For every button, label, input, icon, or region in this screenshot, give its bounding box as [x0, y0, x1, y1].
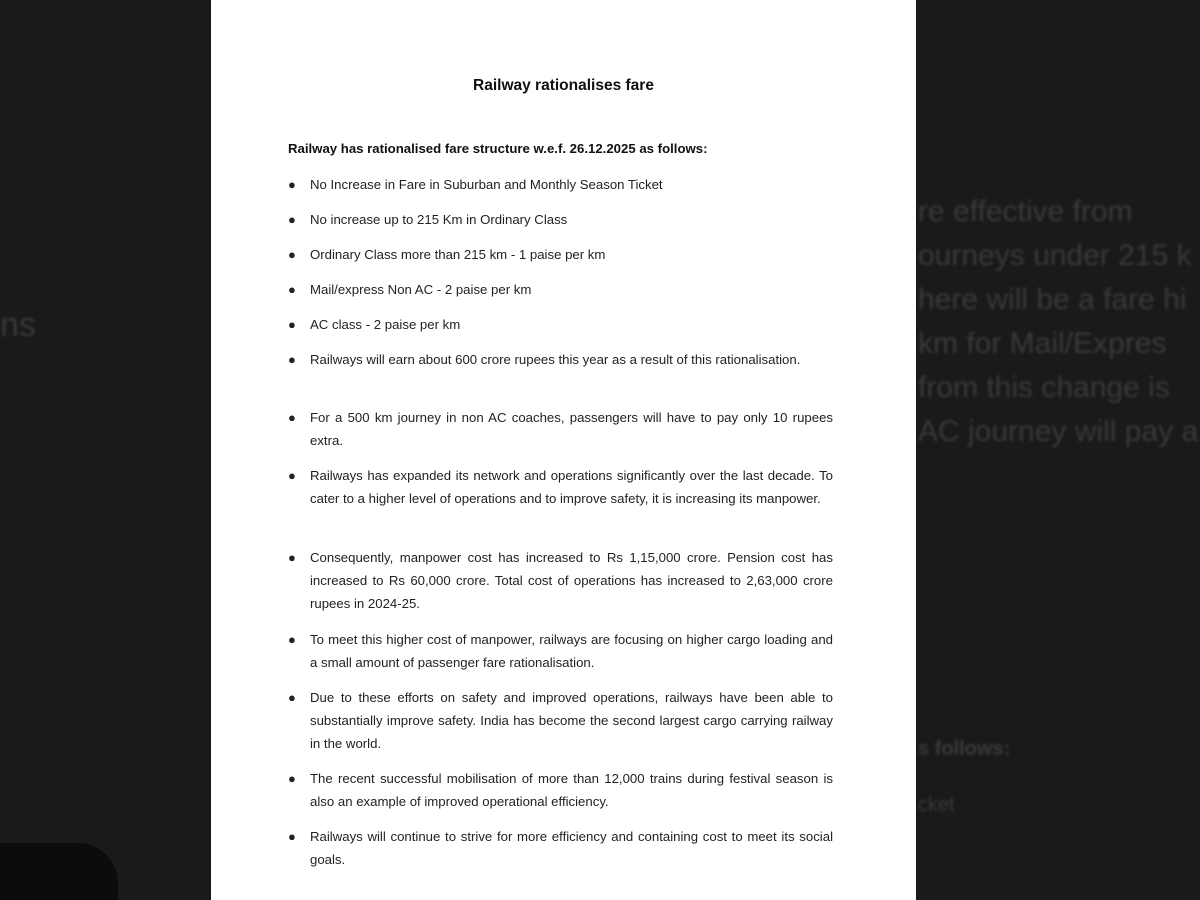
bullet-text: AC class - 2 paise per km	[310, 317, 461, 332]
background-text-left: ns	[0, 306, 36, 344]
bullet-text: Mail/express Non AC - 2 paise per km	[310, 282, 532, 297]
bullet-item	[288, 208, 833, 231]
bullet-text: The recent successful mobilisation of more than 12,000 trains during festival season is also an example of improved operational efficiency.	[310, 771, 833, 809]
bullet-dot-icon: ●	[288, 468, 296, 483]
background-line: re effective from	[918, 195, 1133, 228]
bullet-item	[288, 313, 833, 336]
background-line: from this change is	[918, 371, 1170, 404]
bullet-text: Railways will continue to strive for more efficiency and containing cost to meet its social goals.	[310, 829, 833, 867]
bullet-dot-icon: ●	[288, 317, 296, 332]
bullet-dot-icon: ●	[288, 247, 296, 262]
background-line: here will be a fare hi	[918, 283, 1187, 316]
document-page	[211, 0, 916, 900]
bullet-item	[288, 243, 833, 266]
background-text-small: cket	[918, 794, 955, 816]
bullet-item	[288, 406, 833, 452]
bullet-dot-icon: ●	[288, 352, 296, 367]
bullet-item	[288, 767, 833, 813]
bullet-item	[288, 278, 833, 301]
bullet-dot-icon: ●	[288, 410, 296, 425]
bullet-text: Consequently, manpower cost has increased to Rs 1,15,000 crore. Pension cost has increased to Rs 60,000 crore. Total cost of operations has increased to 2,63,000 crore rupees in 2024-25.	[310, 550, 833, 611]
bullet-item	[288, 825, 833, 871]
bullet-text: No Increase in Fare in Suburban and Monthly Season Ticket	[310, 177, 663, 192]
bullet-dot-icon: ●	[288, 632, 296, 647]
background-line: AC journey will pay a	[918, 415, 1199, 448]
background-text-right	[918, 190, 1198, 454]
background-line: ourneys under 215 k	[918, 239, 1192, 272]
background-shape	[0, 843, 118, 900]
bullet-dot-icon: ●	[288, 829, 296, 844]
bullet-dot-icon: ●	[288, 550, 296, 565]
bullet-item	[288, 173, 833, 196]
bullet-text: Ordinary Class more than 215 km - 1 paise per km	[310, 247, 606, 262]
bullet-dot-icon: ●	[288, 690, 296, 705]
bullet-text: Due to these efforts on safety and improved operations, railways have been able to substantially improve safety. India has become the second largest cargo carrying railway in the world.	[310, 690, 833, 751]
bullet-dot-icon: ●	[288, 771, 296, 786]
bullet-item	[288, 464, 833, 510]
bullet-dot-icon: ●	[288, 282, 296, 297]
bullet-dot-icon: ●	[288, 177, 296, 192]
bullet-text: For a 500 km journey in non AC coaches, passengers will have to pay only 10 rupees extra.	[310, 410, 833, 448]
background-line: km for Mail/Expres	[918, 327, 1167, 360]
bullet-item	[288, 348, 833, 371]
document-title: Railway rationalises fare	[473, 77, 654, 94]
bullet-item	[288, 686, 833, 755]
bullet-text: Railways has expanded its network and operations significantly over the last decade. To cater to a higher level of operations and to improve safety, it is increasing its manpower.	[310, 468, 833, 506]
bullet-item	[288, 628, 833, 674]
bullet-text: Railways will earn about 600 crore rupees this year as a result of this rationalisation.	[310, 352, 801, 367]
bullet-dot-icon: ●	[288, 212, 296, 227]
bullet-item	[288, 546, 833, 615]
bullet-text: No increase up to 215 Km in Ordinary Class	[310, 212, 568, 227]
bullet-text: To meet this higher cost of manpower, railways are focusing on higher cargo loading and a small amount of passenger fare rationalisation.	[310, 632, 833, 670]
document-intro: Railway has rationalised fare structure w.e.f. 26.12.2025 as follows:	[288, 141, 708, 156]
background-text-small: s follows:	[918, 738, 1011, 760]
